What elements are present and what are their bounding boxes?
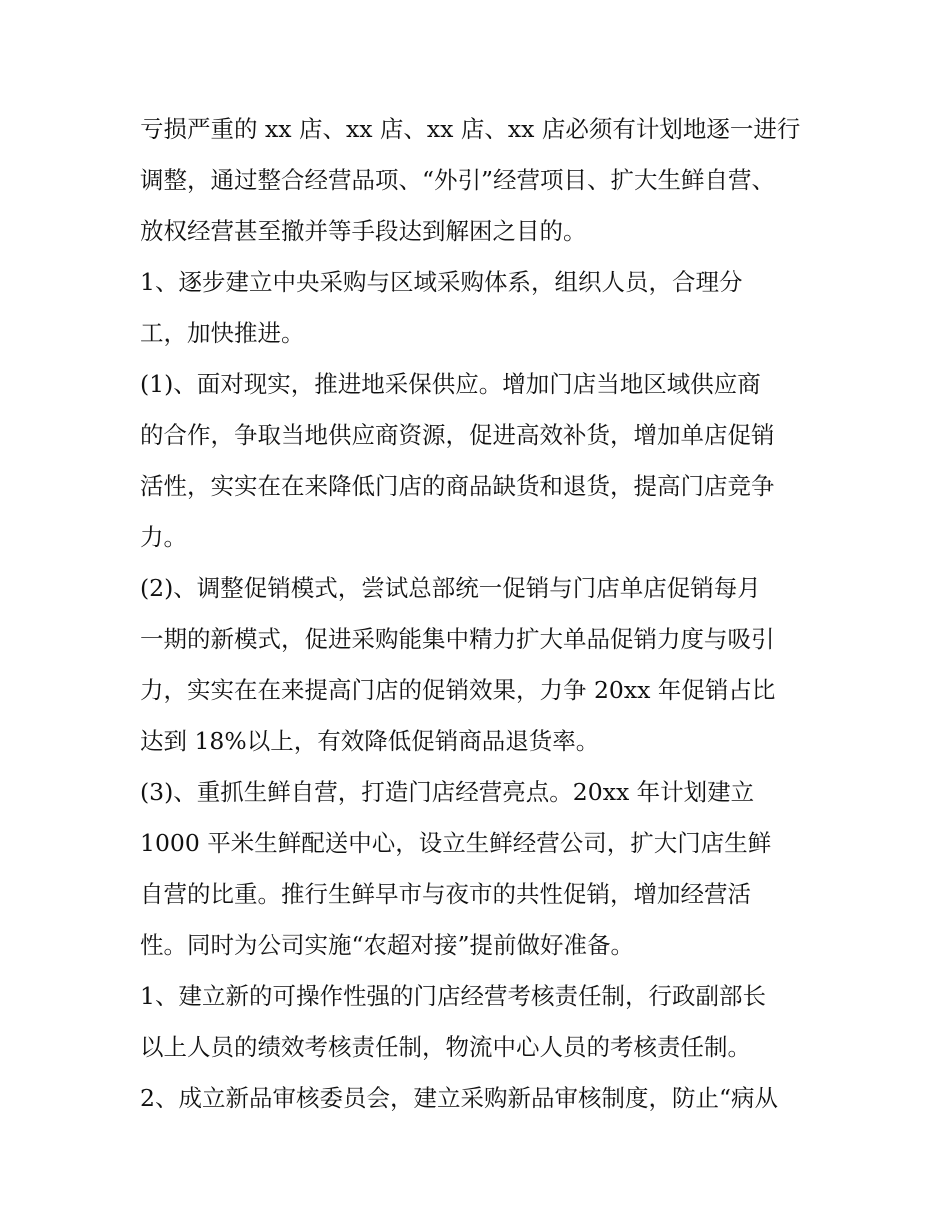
text-line: 放权经营甚至撤并等手段达到解困之目的。 xyxy=(140,217,587,245)
text-line: (1)、面对现实，推进地采保供应。增加门店当地区域供应商 xyxy=(140,370,761,398)
text-line: 1、建立新的可操作性强的门店经营考核责任制，行政副部长 xyxy=(140,982,766,1010)
document-body xyxy=(140,104,820,1124)
text-line: 以上人员的绩效考核责任制，物流中心人员的考核责任制。 xyxy=(140,1033,751,1061)
text-line: 自营的比重。推行生鲜早市与夜市的共性促销，增加经营活 xyxy=(140,880,751,908)
text-line: 1000 平米生鲜配送中心，设立生鲜经营公司，扩大门店生鲜 xyxy=(140,829,772,857)
text-line: 性。同时为公司实施“农超对接”提前做好准备。 xyxy=(140,931,635,959)
text-line: 的合作，争取当地供应商资源，促进高效补货，增加单店促销 xyxy=(140,421,775,449)
text-line: 调整，通过整合经营品项、“外引”经营项目、扩大生鲜自营、 xyxy=(140,166,776,194)
text-line: (2)、调整促销模式，尝试总部统一促销与门店单店促销每月 xyxy=(140,574,761,602)
text-line: 力。 xyxy=(140,523,187,551)
text-line: (3)、重抓生鲜自营，打造门店经营亮点。20xx 年计划建立 xyxy=(140,778,755,806)
text-line: 达到 18%以上，有效降低促销商品退货率。 xyxy=(140,727,600,755)
text-line: 工，加快推进。 xyxy=(140,319,305,347)
text-line: 2、成立新品审核委员会，建立采购新品审核制度，防止“病从 xyxy=(140,1084,778,1112)
text-line: 亏损严重的 xx 店、xx 店、xx 店、xx 店必须有计划地逐一进行 xyxy=(140,115,801,143)
text-line: 活性，实实在在来降低门店的商品缺货和退货，提高门店竞争 xyxy=(140,472,775,500)
text-line: 一期的新模式，促进采购能集中精力扩大单品促销力度与吸引 xyxy=(140,625,775,653)
text-line: 力，实实在在来提高门店的促销效果，力争 20xx 年促销占比 xyxy=(140,676,776,704)
text-line: 1、逐步建立中央采购与区域采购体系，组织人员，合理分 xyxy=(140,268,743,296)
